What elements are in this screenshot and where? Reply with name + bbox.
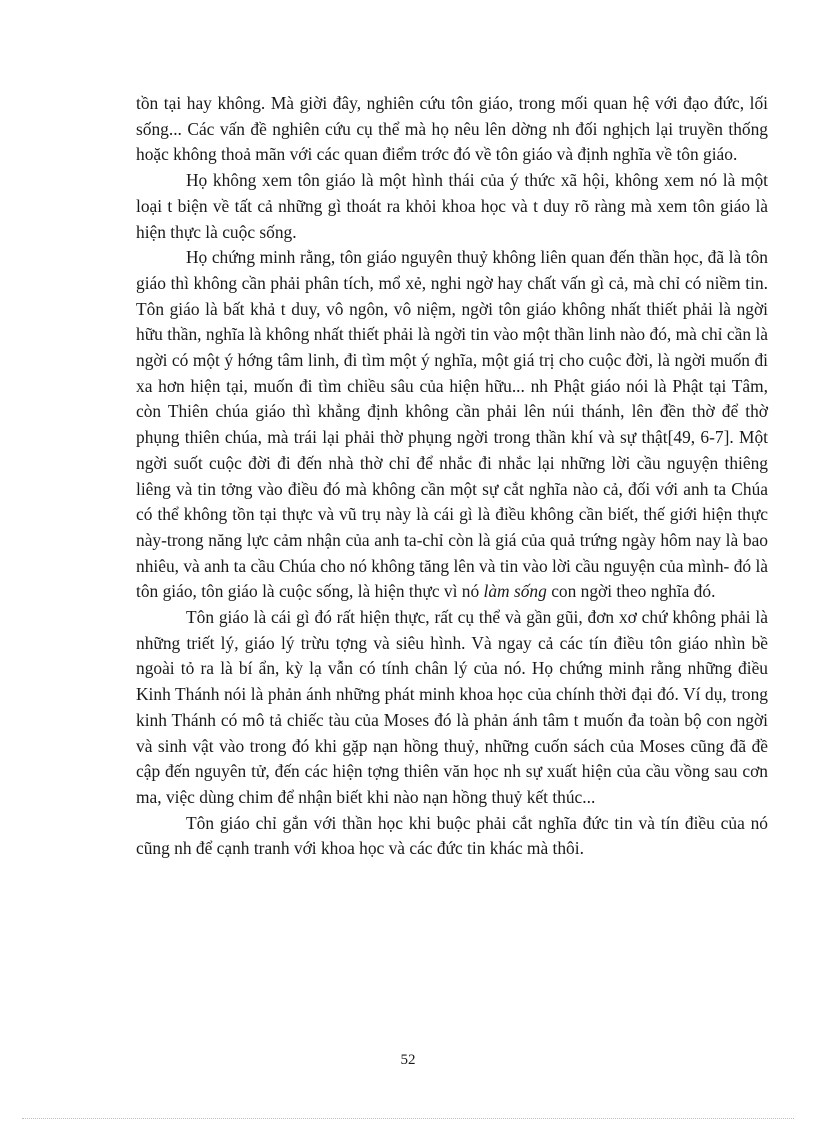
paragraph-5: Tôn giáo chỉ gắn với thần học khi buộc phải cắt nghĩa đức tin và tín điều của nó cũng nh để cạnh tranh với khoa học và các đức tin khác mà thôi. [136,812,768,859]
emphasis-text: làm sống [483,581,547,602]
paragraph-2: Họ không xem tôn giáo là một hình thái của ý thức xã hội, không xem nó là một loại t biện về tất cả những gì thoát ra khỏi khoa học và t duy rõ ràng mà xem tôn giáo là hiện thực là cuộc sống. [136,170,768,242]
paragraph-3-end: con ngời theo nghĩa đó. [551,581,716,602]
paragraph-1: tồn tại hay không. Mà giời đây, nghiên cứu tôn giáo, trong mối quan hệ với đạo đức, lối sống... Các vấn đề nghiên cứu cụ thể mà họ nêu lên dờng nh đối nghịch lại truyền thống hoặc không thoả mãn với các quan điểm trớc đó về tôn giáo và định nghĩa về tôn giáo. [136,93,768,165]
page-number: 52 [400,1052,416,1068]
paragraph-3-text: Họ chứng minh rằng, tôn giáo nguyên thuỷ không liên quan đến thần học, đã là tôn giáo thì không cần phải phân tích, mổ xẻ, nghi ngờ hay chất vấn gì cả, mà chỉ có niềm tin. Tôn giáo là bất khả t duy, vô ngôn, vô niệm, ngời tôn giáo không nhất thiết phải là ngời hữu thần, nghĩa là không nhất thiết phải là ngời tin vào một thần linh nào đó, mà chỉ cần là ngời có một ý hớng tâm linh, đi tìm một ý nghĩa, một giá trị cho cuộc đời, là ngời muốn đi xa hơn hiện tại, muốn đi tìm chiều sâu của hiện hữu... nh Phật giáo nói là Phật tại Tâm, còn Thiên chúa giáo thì khẳng định không cần phải lên núi thánh, lên đền thờ để thờ phụng thiên chúa, mà trái lại phải thờ phụng ngời trong thần khí và sự thật[49, 6-7]. Một ngời suốt cuộc đời đi đến nhà thờ chỉ để nhắc đi nhắc lại những lời cầu nguyện thiêng liêng và tin tởng vào điều đó mà không cần một sự cắt nghĩa nào cả, đối với anh ta Chúa có thể không tồn tại thực và vũ trụ này là cái gì là điều không cần biết, thế giới hiện thực này-trong năng lực cảm nhận của anh ta-chỉ còn là giá của quả trứng ngày hôm nay là bao nhiêu, và anh ta cầu Chúa cho nó không tăng lên và tin vào lời cầu nguyện của mình- đó là tôn giáo, tôn giáo là cuộc sống, là hiện thực vì nó [136,247,768,602]
body-text [136,91,768,862]
paragraph-3 [136,245,768,605]
paragraph-4: Tôn giáo là cái gì đó rất hiện thực, rất cụ thể và gần gũi, đơn xơ chứ không phải là những triết lý, giáo lý trừu tợng và siêu hình. Và ngay cả các tín điều tôn giáo nhìn bề ngoài tỏ ra là bí ẩn, kỳ lạ vẫn có tính chân lý của nó. Họ chứng minh rằng những điều Kinh Thánh nói là phản ánh những phát minh khoa học của chính thời đại đó. Ví dụ, trong kinh Thánh có mô tả chiếc tàu của Moses đó là phản ánh tâm t muốn đa toàn bộ con ngời và sinh vật vào trong đó khi gặp nạn hồng thuỷ, những cuốn sách của Moses cũng đã đề cập đến nguyên tử, đến các hiện tợng thiên văn học nh sự xuất hiện của cầu vồng sau cơn ma, việc dùng chim để nhận biết khi nào nạn hồng thuỷ kết thúc... [136,607,768,807]
bottom-divider [22,1118,794,1119]
